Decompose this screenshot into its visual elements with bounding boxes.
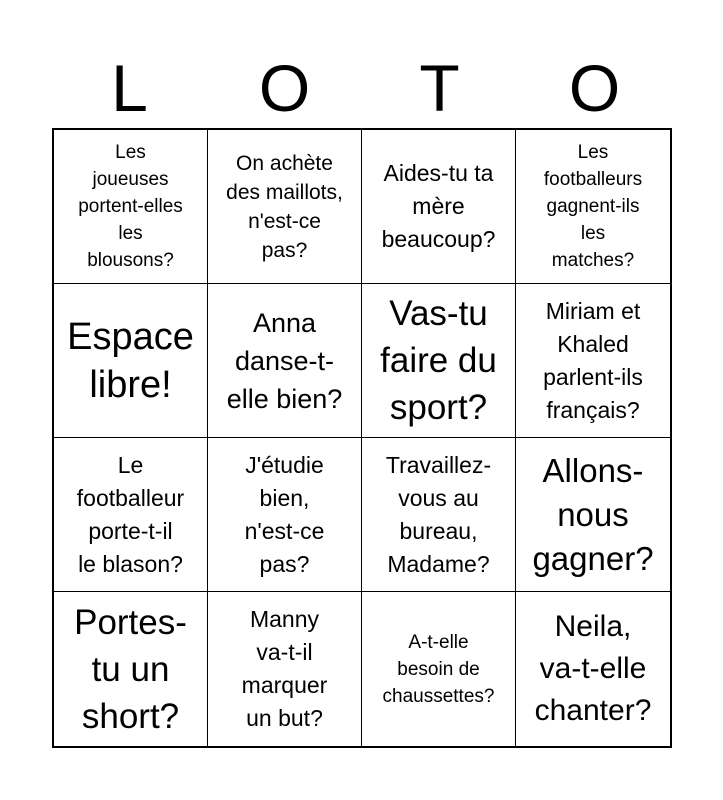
bingo-cell xyxy=(362,592,516,746)
cell-text: Anna danse-t- elle bien? xyxy=(226,307,343,414)
bingo-cell xyxy=(362,130,516,284)
bingo-cell xyxy=(362,284,516,438)
bingo-cell xyxy=(208,438,362,592)
bingo-cell xyxy=(54,130,208,284)
cell-text: Manny va-t-il marquer un but? xyxy=(241,606,328,731)
bingo-cell xyxy=(516,284,670,438)
bingo-card-grid xyxy=(52,128,672,748)
cell-text: On achète des maillots, n'est-ce pas? xyxy=(226,151,343,262)
bingo-cell xyxy=(516,438,670,592)
bingo-cell xyxy=(516,130,670,284)
cell-text: A-t-elle besoin de chaussettes? xyxy=(382,631,495,707)
bingo-cell xyxy=(208,592,362,746)
title-letter: T xyxy=(419,51,460,125)
cell-text: Aides-tu ta mère beaucoup? xyxy=(381,160,496,252)
cell-text: Les footballeurs gagnent-ils les matches? xyxy=(543,142,643,271)
title-letter: L xyxy=(111,51,148,125)
bingo-cell xyxy=(208,130,362,284)
cell-text: Allons- nous gagner? xyxy=(532,451,654,577)
title-letter: O xyxy=(568,51,621,125)
cell-text: Portes- tu un short? xyxy=(74,602,187,736)
cell-text: Vas-tu faire du sport? xyxy=(380,294,497,427)
bingo-cell xyxy=(208,284,362,438)
bingo-cell-free-space xyxy=(54,284,208,438)
cell-text: Travaillez- vous au bureau, Madame? xyxy=(385,451,492,577)
bingo-cell xyxy=(516,592,670,746)
bingo-cell xyxy=(54,438,208,592)
bingo-cell xyxy=(54,592,208,746)
cell-text: J'étudie bien, n'est-ce pas? xyxy=(244,451,325,577)
cell-text: Les joueuses portent-elles les blousons? xyxy=(78,142,183,271)
bingo-cell xyxy=(362,438,516,592)
cell-text: Le footballeur porte-t-il le blason? xyxy=(76,451,185,577)
cell-text: Miriam et Khaled parlent-ils français? xyxy=(543,297,643,423)
cell-text: Neila, va-t-elle chanter? xyxy=(534,610,652,727)
cell-text: Espace libre! xyxy=(67,315,194,406)
bingo-title xyxy=(52,48,672,128)
title-letter: O xyxy=(258,51,311,125)
